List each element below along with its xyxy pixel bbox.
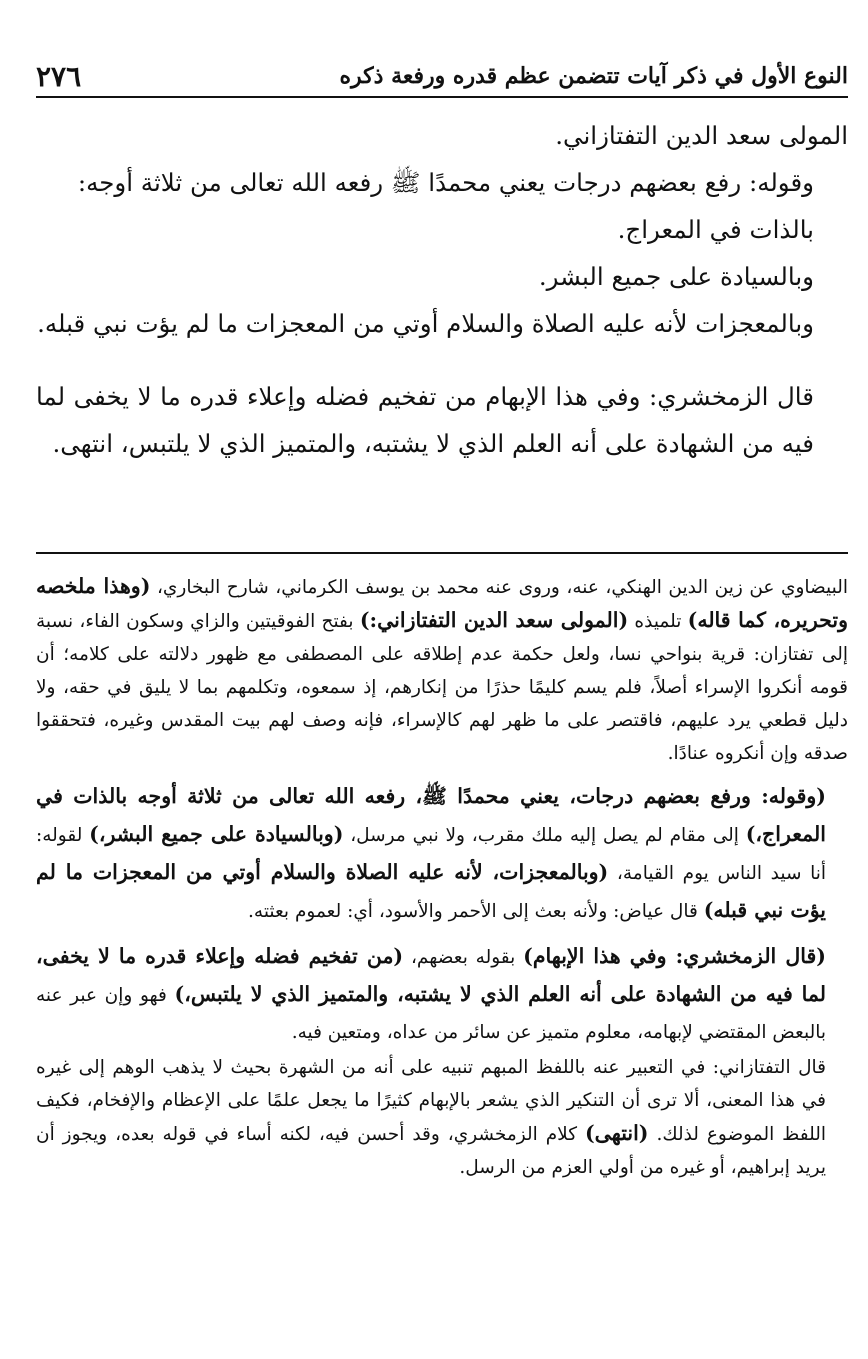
quoted-text: (المولى سعد الدين التفتازاني:) — [359, 608, 629, 632]
commentary-text — [36, 570, 848, 1184]
running-title: النوع الأول في ذكر آيات تتضمن عظم قدره ورفعة ذكره — [339, 63, 848, 89]
commentary-paragraph: (وقوله: ورفع بعضهم درجات، يعني محمدًا ﷺ، رفعه الله تعالى من ثلاثة أوجه بالذات في المعراج،) إلى مقام لم يصل إليه ملك مقرب، ولا نبي مرسل، (وبالسيادة على جميع البشر،) لقوله: أنا سيد الناس يوم القيامة، (وبالمعجزات، لأنه عليه الصلاة والسلام أوتي من المعجزات ما لم يؤت نبي قبله) قال عياض: ولأنه بعث إلى الأحمر والأسود، أي: لعموم بعثته. — [36, 784, 826, 922]
page-number: ٢٧٦ — [36, 59, 82, 93]
footnote-divider — [36, 552, 848, 554]
quoted-text: (من تفخيم فضله وإعلاء قدره ما لا يخفى، لما فيه من الشهادة على أنه العلم الذي لا يشتبه، والمتميز الذي لا يلتبس،) — [36, 944, 826, 1006]
quoted-text: (وقوله: ورفع بعضهم درجات، يعني محمدًا ﷺ، رفعه الله تعالى من ثلاثة أوجه بالذات في المعراج،) — [36, 784, 826, 846]
matn-line: وقوله: رفع بعضهم درجات يعني محمدًا ﷺ رفعه الله تعالى من ثلاثة أوجه: — [77, 168, 814, 197]
matn-line: المولى سعد الدين التفتازاني. — [555, 121, 848, 150]
matn-line: قال الزمخشري: وفي هذا الإبهام من تفخيم فضله وإعلاء قدره ما لا يخفى لما فيه من الشهادة على أنه العلم الذي لا يشتبه، والمتميز الذي لا يلتبس، انتهى. — [36, 382, 814, 458]
main-text — [36, 112, 848, 467]
quoted-text: (قال الزمخشري: وفي هذا الإبهام) — [523, 944, 826, 968]
commentary-paragraph: قال التفتازاني: في التعبير عنه باللفظ المبهم تنبيه على أنه من الشهرة بحيث لا يذهب الوهم إلى غيره في هذا المعنى، ألا ترى أن التنكير الذي يشعر بالإبهام كثيرًا ما يجعل علمًا على الإعظام والإفخام، فكيف اللفظ الموضوع لذلك. (انتهى) كلام الزمخشري، وقد أحسن فيه، لكنه أساء في قوله بعده، ويجوز أن يريد إبراهيم، أو غيره من أولي العزم من الرسل. — [36, 1057, 826, 1178]
page-header — [36, 56, 848, 98]
quoted-text: (انتهى) — [584, 1121, 649, 1145]
quoted-text: (وهذا ملخصه وتحريره، كما قاله) — [36, 574, 848, 632]
quoted-text: (وبالمعجزات، لأنه عليه الصلاة والسلام أوتي من المعجزات ما لم يؤت نبي قبله) — [36, 860, 826, 922]
matn-line: وبالمعجزات لأنه عليه الصلاة والسلام أوتي من المعجزات ما لم يؤت نبي قبله. — [37, 309, 814, 338]
commentary-paragraph: البيضاوي عن زين الدين الهنكي، عنه، وروى عنه محمد بن يوسف الكرماني، شارح البخاري، (وهذا ملخصه وتحريره، كما قاله) تلميذه (المولى سعد الدين التفتازاني:) بفتح الفوقيتين والزاي وسكون الفاء، نسبة إلى تفتازان: قرية بنواحي نسا، ولعل حكمة عدم إطلاقه على المصطفى مع ظهور دلالته على كلامه؛ أن قومه أنكروا الإسراء أصلاً، فلم يسم كليمًا حذرًا من إنكارهم، إذ سمعوه، وتكلمهم بما لا يليق في حقه، ولا دليل قطعي يرد عليهم، فاقتصر على ما ظهر لهم كالإسراء، فإنه وصف لهم بيت المقدس وغيره، فتحققوا صدقه وإن أنكروه عنادًا. — [36, 574, 848, 764]
matn-line: بالذات في المعراج. — [617, 215, 814, 244]
quoted-text: (وبالسيادة على جميع البشر،) — [89, 822, 344, 846]
commentary-paragraph: (قال الزمخشري: وفي هذا الإبهام) بقوله بعضهم، (من تفخيم فضله وإعلاء قدره ما لا يخفى، لما فيه من الشهادة على أنه العلم الذي لا يشتبه، والمتميز الذي لا يلتبس،) فهو وإن عبر عنه بالبعض المقتضي لإبهامه، معلوم متميز عن سائر من عداه، ومتعين فيه. — [36, 944, 826, 1043]
matn-line: وبالسيادة على جميع البشر. — [538, 262, 814, 291]
